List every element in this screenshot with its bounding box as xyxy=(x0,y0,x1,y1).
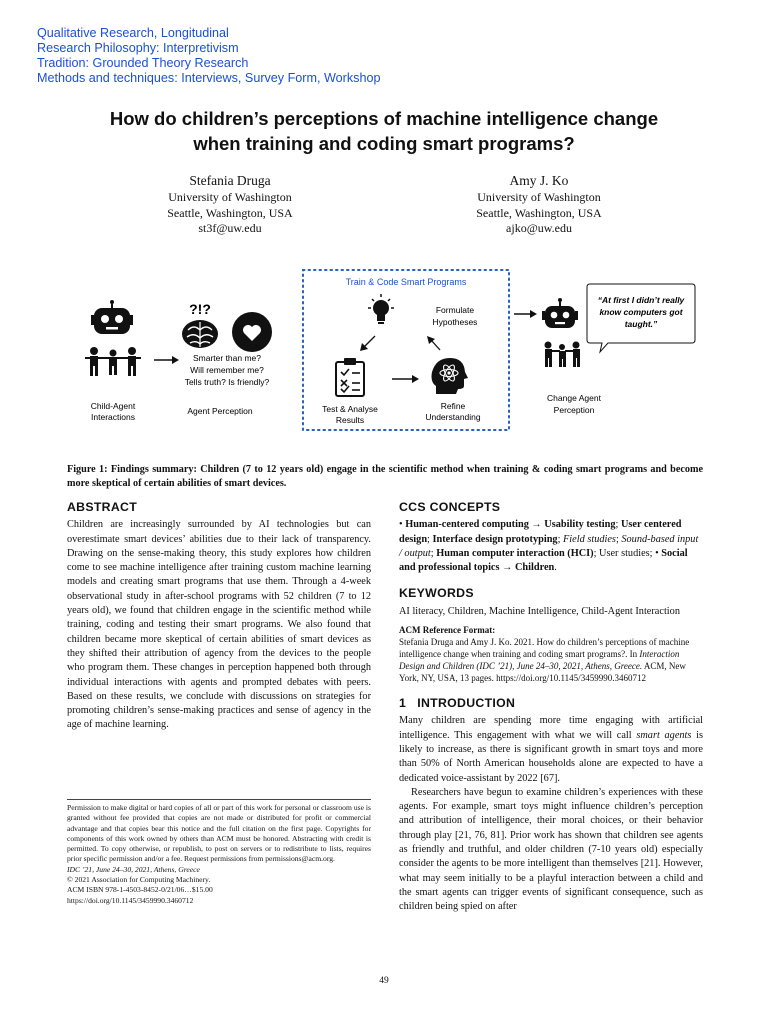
paper-tags xyxy=(37,26,380,86)
ccs-heading: CCS CONCEPTS xyxy=(399,500,501,514)
tag-line: Research Philosophy: Interpretivism xyxy=(37,41,239,55)
ccs-term: User studies xyxy=(599,547,650,559)
brain-icon xyxy=(182,320,218,348)
robot-icon xyxy=(91,300,133,334)
intro-paragraph xyxy=(399,714,703,785)
arrow-right-icon xyxy=(514,310,537,318)
findings-figure xyxy=(60,262,708,438)
author-block xyxy=(110,172,350,237)
footnote-copyright: © 2021 Association for Computing Machinery. xyxy=(67,875,211,885)
left-column xyxy=(67,500,371,733)
tag-line: Tradition: Grounded Theory Research xyxy=(37,56,249,70)
checklist-icon xyxy=(336,358,364,396)
author-affiliation: University of Washington xyxy=(477,190,601,204)
author-location: Seattle, Washington, USA xyxy=(476,205,602,220)
ccs-term: Usability testing xyxy=(544,519,616,531)
question-text: Will remember me? xyxy=(190,365,264,375)
author-name: Stefania Druga xyxy=(189,173,271,188)
bullet: • xyxy=(655,547,659,559)
arrow-up-left-icon xyxy=(427,336,440,350)
quote-bubble xyxy=(587,284,695,352)
footnote-text: Permission to make digital or hard copies of all or part of this work for personal or classroom use is granted without fee provided that copies are not made or distributed for profit or commercial advantage and that copies bear this notice and the full citation on the first page. Copyrights for components of this work owned by others than ACM must be honored. Abstracting with credit is permitted. To copy otherwise, or republish, to post on servers or to redistribute to lists, requires prior specific permission and/or a fee. Request permissions from permissions@acm.org. xyxy=(67,803,371,864)
quote-text: taught.” xyxy=(624,319,658,329)
intro-emphasis: smart agents xyxy=(636,729,692,741)
hypotheses-label: Hypotheses xyxy=(432,317,478,327)
author-name: Amy J. Ko xyxy=(509,173,569,188)
ccs-term: Social and professional topics xyxy=(399,547,688,574)
children-icon xyxy=(545,342,581,368)
intro-text: Many children are spending more time engaging with artificial intelligence. This engagement with what we will call xyxy=(399,715,703,741)
footnote-doi: https://doi.org/10.1145/3459990.3460712 xyxy=(67,895,194,905)
keywords-heading: KEYWORDS xyxy=(399,586,474,601)
permission-footnote xyxy=(67,799,371,906)
reference-heading: ACM Reference Format: xyxy=(399,625,496,636)
formulate-label: Formulate xyxy=(435,305,475,315)
abstract-text: Children are increasingly surrounded by AI technologies but can overestimate smart devices’ abilities due to their lack of transparency. Drawing on the sense-making theory, this study explores how children come to see machine intelligence after training custom machine learning models and creating smart programs that use them. Through a 4-week observational study in after-school programs with 52 children (7 to 12 years old), we found that children engage in the scientific method while training, coding and testing their smart programs. We also found that children became more skeptical of certain abilities of smart devices as they shifted their attribution of agency from the devices to the people who program them. These changes in perception happened both through individual interactions with agents and prompted debates with peers. Based on these results, we conclude with discussions on strategies for promoting children’s sense-making practices and sense of agency in the age of machine learning. xyxy=(67,519,371,731)
quote-text: know computers got xyxy=(599,307,683,317)
author-affiliation: University of Washington xyxy=(168,190,292,204)
refine-label: Understanding xyxy=(425,412,481,422)
ccs-term: Human-centered computing xyxy=(405,519,529,531)
agent-perception-label: Agent Perception xyxy=(187,406,253,416)
abstract-heading: ABSTRACT xyxy=(67,500,138,514)
heart-bubble-icon xyxy=(232,312,272,352)
ccs-arrow: → xyxy=(499,562,515,574)
ccs-term: Human computer interaction (HCI) xyxy=(436,547,594,559)
ccs-term: Interface design prototyping xyxy=(432,533,558,545)
arrow-right-icon xyxy=(154,356,179,364)
intro-paragraph: Researchers have begun to examine children’s experiences with these agents. For example, smart toys might influence children’s perception and attribution of intelligence, their moral choices, or their behavior through play [21, 76, 81]. Prior work has shown that children see agents as friendly and truthful, and older children (7-10 years old) especially consider the agents to be more intelligent than themselves [21]. However, what may seem initially to be a playful interaction between a child and the smart agents can trigger events of significant consequence, such as children being spied on after xyxy=(399,786,703,913)
child-agent-label: Interactions xyxy=(91,412,135,422)
ccs-sep: ; xyxy=(593,547,600,559)
ccs-term: Children xyxy=(514,562,555,574)
child-agent-label: Child-Agent xyxy=(90,401,136,411)
reference-text xyxy=(399,636,703,684)
change-label: Perception xyxy=(553,405,595,415)
box-title: Train & Code Smart Programs xyxy=(345,277,467,287)
tag-line: Methods and techniques: Interviews, Survey Form, Workshop xyxy=(37,71,381,85)
figure-caption: Figure 1: Findings summary: Children (7 to 12 years old) engage in the scientific method when training & coding smart programs and become more skeptical of certain abilities of smart devices. xyxy=(67,464,703,489)
page-number: 49 xyxy=(379,976,389,986)
author-email: st3f@uw.edu xyxy=(198,221,262,235)
bullet: • xyxy=(399,519,403,531)
keywords-text: AI literacy, Children, Machine Intelligence, Child-Agent Interaction xyxy=(399,605,680,617)
footnote-venue: IDC ’21, June 24–30, 2021, Athens, Greece xyxy=(67,864,200,874)
ccs-sep: ; xyxy=(427,533,433,545)
intro-text: is likely to increase, as there is significant growth in smart toys and more than 50% of North American households alone are expected to have a dedicated voice-assistant by 2022 [67]. xyxy=(399,729,703,784)
quote-text: “At first I didn’t really xyxy=(597,295,685,305)
question-text: Tells truth? Is friendly? xyxy=(184,377,270,387)
robot-icon xyxy=(542,298,578,328)
arrow-down-left-icon xyxy=(360,336,375,351)
lightbulb-icon xyxy=(368,294,394,324)
reference-venue: Interaction Design and Children (IDC ’21), June 24–30, 2021, Athens, Greece. xyxy=(399,649,680,672)
ccs-sep: ; xyxy=(430,547,437,559)
ccs-sep: ; xyxy=(557,533,564,545)
author-block xyxy=(419,172,659,237)
title-line: when training and coding smart programs? xyxy=(193,133,575,154)
paper-title xyxy=(40,106,728,156)
title-line: How do children’s perceptions of machine intelligence change xyxy=(109,108,659,129)
refine-label: Refine xyxy=(440,401,466,411)
author-email: ajko@uw.edu xyxy=(506,221,572,235)
ccs-sep: ; xyxy=(615,533,622,545)
author-location: Seattle, Washington, USA xyxy=(167,205,293,220)
ccs-term: User centered design xyxy=(399,519,682,545)
ccs-end: . xyxy=(554,562,557,574)
head-atom-icon xyxy=(432,358,469,394)
tag-line: Qualitative Research, Longitudinal xyxy=(37,26,229,40)
arrow-right-icon xyxy=(392,375,419,383)
test-label: Test & Analyse xyxy=(322,404,378,414)
question-marks: ?!? xyxy=(189,301,211,317)
reference-part: Stefania Druga and Amy J. Ko. 2021. How do children’s perceptions of machine intelligence change when training and coding smart programs?. In xyxy=(399,637,690,660)
test-label: Results xyxy=(335,415,365,425)
ccs-text xyxy=(399,518,703,575)
right-column xyxy=(399,500,703,915)
reference-part: ACM, New York, NY, USA, 13 pages. https://doi.org/10.1145/3459990.3460712 xyxy=(399,661,686,684)
change-label: Change Agent xyxy=(547,393,601,403)
ccs-sep: ; xyxy=(649,547,656,559)
ccs-sep: ; xyxy=(615,519,621,531)
ccs-term: Sound-based input / output xyxy=(399,533,699,559)
footnote-isbn: ACM ISBN 978-1-4503-8452-0/21/06…$15.00 xyxy=(67,885,213,895)
intro-heading: 1 INTRODUCTION xyxy=(399,696,516,711)
ccs-arrow: → xyxy=(528,519,545,531)
question-text: Smarter than me? xyxy=(192,353,262,363)
ccs-term: Field studies xyxy=(563,533,616,545)
children-icon xyxy=(85,347,141,376)
